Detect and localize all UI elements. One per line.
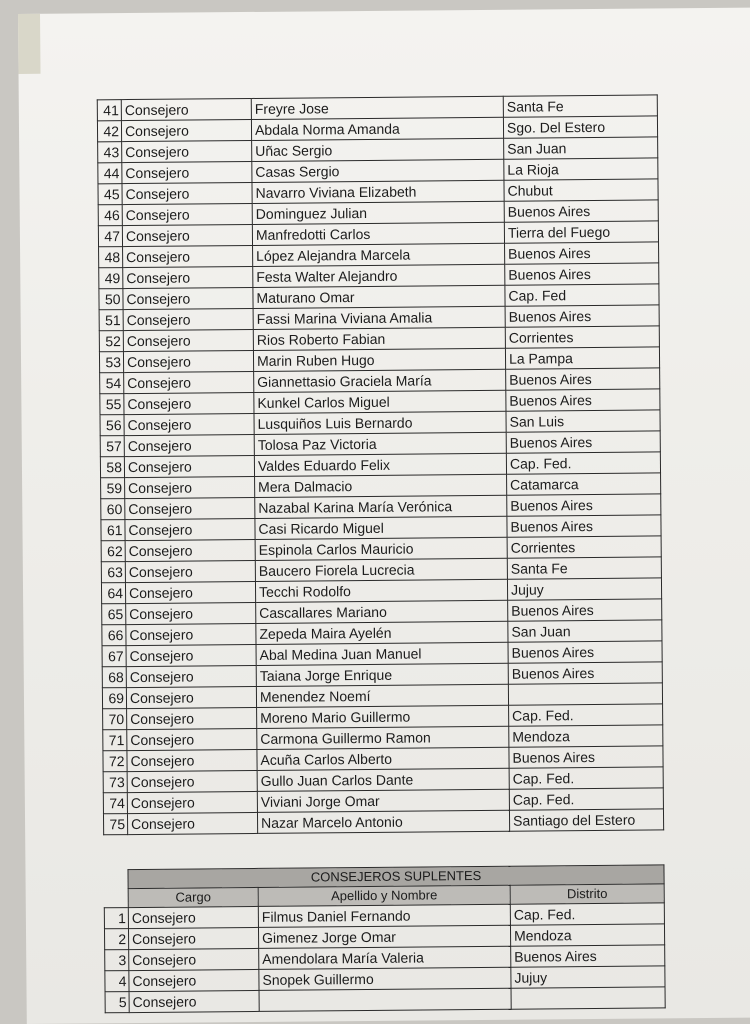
distrito-cell: Buenos Aires (507, 515, 661, 537)
nombre-cell: Valdes Eduardo Felix (254, 453, 506, 476)
distrito-cell: Corrientes (505, 326, 659, 348)
row-number: 50 (99, 289, 123, 310)
cargo-cell: Consejero (123, 329, 253, 351)
cargo-cell: Consejero (124, 392, 254, 414)
distrito-cell: Sgo. Del Estero (503, 116, 657, 138)
nombre-cell: Rios Roberto Fabian (253, 327, 505, 350)
nombre-cell: Kunkel Carlos Miguel (254, 390, 506, 413)
cargo-cell: Consejero (127, 791, 257, 813)
row-number: 58 (100, 457, 124, 478)
distrito-cell: Tierra del Fuego (504, 221, 658, 243)
cargo-cell: Consejero (122, 224, 252, 246)
cargo-cell: Consejero (125, 560, 255, 582)
paper-corner (18, 14, 41, 74)
row-number: 3 (105, 950, 129, 971)
distrito-cell: Cap. Fed. (509, 788, 663, 810)
row-number: 68 (102, 667, 126, 688)
nombre-cell: Taiana Jorge Enrique (256, 663, 508, 686)
nombre-cell: Fassi Marina Viviana Amalia (253, 306, 505, 329)
cargo-cell: Consejero (123, 350, 253, 372)
row-number: 46 (98, 205, 122, 226)
cargo-cell: Consejero (125, 518, 255, 540)
distrito-cell: Buenos Aires (508, 599, 662, 621)
header-cargo: Cargo (128, 887, 258, 907)
row-number: 57 (100, 436, 124, 457)
distrito-cell: Jujuy (507, 578, 661, 600)
cargo-cell: Consejero (127, 707, 257, 729)
cargo-cell: Consejero (121, 119, 251, 141)
row-number: 59 (101, 478, 125, 499)
row-number: 55 (100, 394, 124, 415)
cargo-cell: Consejero (123, 266, 253, 288)
cargo-cell: Consejero (122, 140, 252, 162)
distrito-cell: Mendoza (510, 924, 664, 946)
distrito-cell: La Pampa (505, 347, 659, 369)
cargo-cell: Consejero (126, 665, 256, 687)
nombre-cell: Acuña Carlos Alberto (257, 747, 509, 770)
row-number: 43 (98, 142, 122, 163)
row-number: 60 (101, 499, 125, 520)
nombre-cell: López Alejandra Marcela (253, 243, 505, 266)
nombre-cell: Filmus Daniel Fernando (258, 904, 510, 927)
cargo-cell: Consejero (123, 308, 253, 330)
row-number: 64 (101, 583, 125, 604)
cargo-cell: Consejero (127, 728, 257, 750)
cargo-cell: Consejero (123, 287, 253, 309)
row-number: 45 (98, 184, 122, 205)
distrito-cell (508, 683, 662, 705)
document-body (97, 94, 657, 1011)
suplentes-table (103, 864, 665, 1013)
nombre-cell: Freyre Jose (251, 96, 503, 119)
distrito-cell: Cap. Fed. (506, 452, 660, 474)
nombre-cell: Snopek Guillermo (259, 967, 511, 990)
distrito-cell: Buenos Aires (511, 945, 665, 967)
distrito-cell: Buenos Aires (505, 263, 659, 285)
row-number: 49 (99, 268, 123, 289)
nombre-cell: Abal Medina Juan Manuel (256, 642, 508, 665)
distrito-cell: Buenos Aires (504, 200, 658, 222)
row-number: 73 (103, 772, 127, 793)
cargo-cell: Consejero (123, 245, 253, 267)
nombre-cell: Carmona Guillermo Ramon (257, 726, 509, 749)
nombre-cell: Marin Ruben Hugo (253, 348, 505, 371)
row-number: 63 (101, 562, 125, 583)
suplentes-title: CONSEJEROS SUPLENTES (128, 865, 664, 889)
row-number: 61 (101, 520, 125, 541)
distrito-cell: Santa Fe (507, 557, 661, 579)
row-number: 52 (99, 331, 123, 352)
row-number: 53 (99, 352, 123, 373)
row-number: 41 (97, 100, 121, 121)
header-distrito: Distrito (510, 884, 664, 904)
nombre-cell: Abdala Norma Amanda (251, 117, 503, 140)
distrito-cell: Corrientes (507, 536, 661, 558)
cargo-cell: Consejero (125, 497, 255, 519)
nombre-cell: Maturano Omar (253, 285, 505, 308)
row-number: 4 (105, 971, 129, 992)
nombre-cell: Cascallares Mariano (256, 600, 508, 623)
nombre-cell: Gullo Juan Carlos Dante (257, 768, 509, 791)
row-number: 65 (102, 604, 126, 625)
nombre-cell: Moreno Mario Guillermo (257, 705, 509, 728)
distrito-cell: Buenos Aires (508, 641, 662, 663)
distrito-cell: Buenos Aires (505, 242, 659, 264)
nombre-cell: Navarro Viviana Elizabeth (252, 180, 504, 203)
nombre-cell: Dominguez Julian (252, 201, 504, 224)
cargo-cell: Consejero (122, 161, 252, 183)
nombre-cell: Amendolara María Valeria (259, 946, 511, 969)
cargo-cell: Consejero (125, 476, 255, 498)
row-number: 66 (102, 625, 126, 646)
cargo-cell: Consejero (122, 182, 252, 204)
distrito-cell: Mendoza (509, 725, 663, 747)
nombre-cell: Nazabal Karina María Verónica (255, 495, 507, 518)
paper-sheet (18, 7, 750, 1024)
distrito-cell: Cap. Fed (505, 284, 659, 306)
table-row (103, 809, 663, 835)
row-number: 5 (105, 992, 129, 1013)
row-number: 74 (103, 793, 127, 814)
cargo-cell: Consejero (127, 770, 257, 792)
cargo-cell: Consejero (124, 434, 254, 456)
row-number: 69 (102, 688, 126, 709)
distrito-cell: Cap. Fed. (509, 767, 663, 789)
row-number: 72 (103, 751, 127, 772)
cargo-cell: Consejero (126, 602, 256, 624)
cargo-cell: Consejero (126, 623, 256, 645)
cargo-cell: Consejero (124, 455, 254, 477)
distrito-cell: San Luis (506, 410, 660, 432)
header-nombre: Apellido y Nombre (258, 885, 510, 906)
nombre-cell: Zepeda Maira Ayelén (256, 621, 508, 644)
row-number: 42 (97, 121, 121, 142)
nombre-cell: Gimenez Jorge Omar (258, 925, 510, 948)
distrito-cell: Catamarca (507, 473, 661, 495)
nombre-cell: Casi Ricardo Miguel (255, 516, 507, 539)
distrito-cell: San Juan (508, 620, 662, 642)
cargo-cell: Consejero (125, 581, 255, 603)
distrito-cell (511, 987, 665, 1009)
nombre-cell: Manfredotti Carlos (252, 222, 504, 245)
blank-cell (104, 889, 128, 908)
row-number: 54 (100, 373, 124, 394)
nombre-cell: Mera Dalmacio (255, 474, 507, 497)
cargo-cell: Consejero (124, 413, 254, 435)
row-number: 71 (103, 730, 127, 751)
consejeros-table (97, 94, 664, 835)
distrito-cell: Santa Fe (503, 95, 657, 117)
cargo-cell: Consejero (129, 990, 259, 1012)
cargo-cell: Consejero (121, 98, 251, 120)
cargo-cell: Consejero (128, 906, 258, 928)
nombre-cell: Casas Sergio (252, 159, 504, 182)
cargo-cell: Consejero (128, 927, 258, 949)
nombre-cell: Tolosa Paz Victoria (254, 432, 506, 455)
row-number: 62 (101, 541, 125, 562)
row-number: 1 (104, 908, 128, 929)
row-number: 51 (99, 310, 123, 331)
cargo-cell: Consejero (126, 686, 256, 708)
row-number: 44 (98, 163, 122, 184)
distrito-cell: San Juan (504, 137, 658, 159)
row-number: 75 (103, 814, 127, 835)
cargo-cell: Consejero (122, 203, 252, 225)
cargo-cell: Consejero (125, 539, 255, 561)
distrito-cell: Santiago del Estero (509, 809, 663, 831)
distrito-cell: Cap. Fed. (509, 704, 663, 726)
nombre-cell: Giannettasio Graciela María (254, 369, 506, 392)
distrito-cell: Buenos Aires (506, 389, 660, 411)
nombre-cell: Viviani Jorge Omar (257, 789, 509, 812)
nombre-cell: Baucero Fiorela Lucrecia (255, 558, 507, 581)
distrito-cell: Buenos Aires (506, 431, 660, 453)
nombre-cell: Tecchi Rodolfo (255, 579, 507, 602)
cargo-cell: Consejero (127, 812, 257, 834)
row-number: 70 (103, 709, 127, 730)
distrito-cell: Buenos Aires (506, 368, 660, 390)
distrito-cell: Buenos Aires (509, 746, 663, 768)
cargo-cell: Consejero (129, 969, 259, 991)
cargo-cell: Consejero (129, 948, 259, 970)
nombre-cell: Espinola Carlos Mauricio (255, 537, 507, 560)
distrito-cell: Jujuy (511, 966, 665, 988)
row-number: 47 (98, 226, 122, 247)
nombre-cell: Festa Walter Alejandro (253, 264, 505, 287)
cargo-cell: Consejero (126, 644, 256, 666)
row-number: 48 (99, 247, 123, 268)
cargo-cell: Consejero (124, 371, 254, 393)
row-number: 67 (102, 646, 126, 667)
distrito-cell: Buenos Aires (505, 305, 659, 327)
row-number: 2 (104, 929, 128, 950)
nombre-cell: Lusquiños Luis Bernardo (254, 411, 506, 434)
distrito-cell: Buenos Aires (507, 494, 661, 516)
row-number: 56 (100, 415, 124, 436)
distrito-cell: Buenos Aires (508, 662, 662, 684)
nombre-cell: Uñac Sergio (252, 138, 504, 161)
nombre-cell: Menendez Noemí (256, 684, 508, 707)
nombre-cell: Nazar Marcelo Antonio (257, 810, 509, 833)
distrito-cell: Chubut (504, 179, 658, 201)
distrito-cell: La Rioja (504, 158, 658, 180)
distrito-cell: Cap. Fed. (510, 903, 664, 925)
blank-cell (104, 870, 128, 889)
cargo-cell: Consejero (127, 749, 257, 771)
